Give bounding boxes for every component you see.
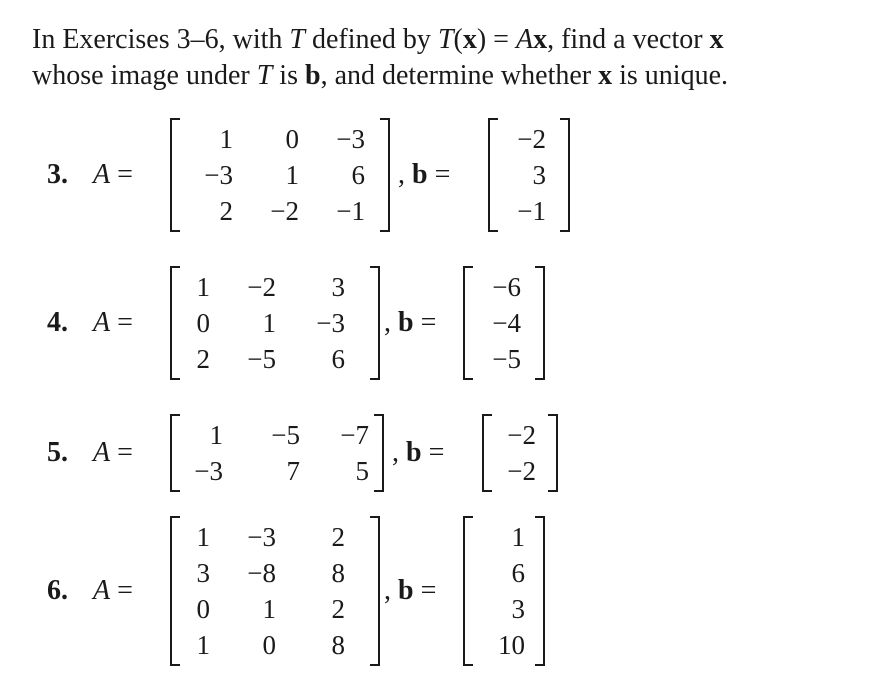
- vector-row: [463, 519, 545, 555]
- matrix-entry: −5: [271, 420, 300, 450]
- matrix-row: [170, 591, 380, 627]
- matrix-entry: 0: [196, 594, 210, 624]
- vector-entry: −2: [517, 124, 546, 154]
- exercise-number: 3.: [47, 159, 68, 190]
- vector-row: [463, 591, 545, 627]
- vector-row: [463, 555, 545, 591]
- vector-row: [482, 453, 558, 489]
- vector-entry: 10: [498, 630, 525, 660]
- vector-entry: 3: [511, 594, 525, 624]
- matrix-entry: −2: [270, 196, 299, 226]
- vector-entry: −5: [492, 344, 521, 374]
- matrix-row: [170, 519, 380, 555]
- comma: ,: [384, 575, 398, 606]
- matrix-row: [170, 555, 380, 591]
- matrix-entry: 0: [262, 630, 276, 660]
- vector-entry: −2: [507, 456, 536, 486]
- vector-b-label: [384, 308, 436, 338]
- vector-entry: 1: [511, 522, 525, 552]
- instructions-line-2: [32, 58, 882, 94]
- matrix-entry: 6: [351, 160, 365, 190]
- math-b: b: [412, 159, 428, 190]
- intro-text: whose image under: [32, 60, 257, 91]
- equals-sign: =: [110, 307, 133, 338]
- vector-b: [488, 118, 570, 232]
- vector-row: [482, 417, 558, 453]
- matrix-entry: 1: [285, 160, 299, 190]
- math-x: x: [533, 24, 548, 55]
- math-x: x: [598, 60, 613, 91]
- intro-text: ) =: [476, 24, 516, 55]
- matrix-entry: −2: [247, 272, 276, 302]
- matrix-entry: 1: [219, 124, 233, 154]
- matrix-row: [170, 269, 380, 305]
- matrix-A-label: [93, 438, 133, 468]
- matrix-A: [170, 118, 390, 232]
- matrix-A-label: [93, 308, 133, 338]
- matrix-A: [170, 266, 380, 380]
- matrix-entry: 1: [196, 522, 210, 552]
- vector-b: [463, 516, 545, 666]
- matrix-row: [170, 627, 380, 663]
- comma: ,: [398, 159, 412, 190]
- matrix-entry: −8: [247, 558, 276, 588]
- equals-sign: =: [413, 575, 437, 606]
- matrix-entry: −1: [336, 196, 365, 226]
- math-A: A: [93, 159, 111, 190]
- matrix-entry: 8: [331, 558, 345, 588]
- matrix-row: [170, 121, 390, 157]
- matrix-A: [170, 516, 380, 666]
- matrix-row: [170, 157, 390, 193]
- comma: ,: [392, 437, 406, 468]
- vector-row: [463, 341, 545, 377]
- instructions-line-1: [32, 22, 882, 58]
- math-b: b: [398, 307, 414, 338]
- vector-entry: 3: [532, 160, 546, 190]
- vector-row: [488, 157, 570, 193]
- equals-sign: =: [110, 159, 133, 190]
- matrix-entry: 1: [196, 630, 210, 660]
- vector-entry: −4: [492, 308, 521, 338]
- matrix-entry: −5: [247, 344, 276, 374]
- vector-b: [482, 414, 558, 492]
- vector-row: [488, 193, 570, 229]
- matrix-entry: −3: [247, 522, 276, 552]
- vector-row: [463, 305, 545, 341]
- equals-sign: =: [413, 307, 437, 338]
- intro-text: (: [453, 24, 463, 55]
- matrix-entry: 2: [196, 344, 210, 374]
- matrix-entry: 0: [285, 124, 299, 154]
- equals-sign: =: [110, 575, 133, 606]
- matrix-entry: 1: [262, 594, 276, 624]
- matrix-entry: 0: [196, 308, 210, 338]
- matrix-row: [170, 193, 390, 229]
- matrix-entry: −3: [316, 308, 345, 338]
- matrix-entry: 2: [219, 196, 233, 226]
- intro-text: In Exercises 3–6, with: [32, 24, 290, 55]
- intro-text: is unique.: [612, 60, 729, 91]
- equals-sign: =: [110, 437, 133, 468]
- matrix-A-label: [93, 160, 133, 190]
- vector-entry: −2: [507, 420, 536, 450]
- equals-sign: =: [427, 159, 451, 190]
- vector-entry: −1: [517, 196, 546, 226]
- vector-row: [488, 121, 570, 157]
- vector-row: [463, 269, 545, 305]
- math-x: x: [709, 24, 724, 55]
- matrix-entry: −7: [340, 420, 369, 450]
- matrix-entry: −3: [336, 124, 365, 154]
- intro-text: defined by: [304, 24, 438, 55]
- vector-row: [463, 627, 545, 663]
- matrix-entry: 3: [196, 558, 210, 588]
- matrix-entry: 1: [262, 308, 276, 338]
- math-b: b: [304, 60, 321, 91]
- vector-entry: −6: [492, 272, 521, 302]
- vector-b-label: [398, 160, 450, 190]
- matrix-row: [170, 341, 380, 377]
- matrix-entry: 8: [331, 630, 345, 660]
- comma: ,: [384, 307, 398, 338]
- vector-entry: 6: [511, 558, 525, 588]
- matrix-A-label: [93, 576, 133, 606]
- math-A: A: [515, 24, 534, 55]
- intro-text: , and determine whether: [320, 60, 599, 91]
- math-A: A: [93, 575, 111, 606]
- math-A: A: [93, 437, 111, 468]
- matrix-row: [170, 453, 384, 489]
- math-T: T: [289, 24, 305, 55]
- vector-b-label: [392, 438, 444, 468]
- matrix-entry: −3: [194, 456, 223, 486]
- math-x: x: [462, 24, 477, 55]
- vector-b: [463, 266, 545, 380]
- matrix-entry: 2: [331, 522, 345, 552]
- equals-sign: =: [421, 437, 445, 468]
- matrix-entry: −3: [204, 160, 233, 190]
- math-b: b: [406, 437, 422, 468]
- vector-b-label: [384, 576, 436, 606]
- matrix-entry: 1: [209, 420, 223, 450]
- matrix-row: [170, 417, 384, 453]
- exercise-instructions: [32, 22, 882, 94]
- exercise-number: 6.: [47, 575, 68, 606]
- matrix-entry: 3: [331, 272, 345, 302]
- exercise-number: 4.: [47, 307, 68, 338]
- math-b: b: [398, 575, 414, 606]
- matrix-entry: 7: [286, 456, 300, 486]
- intro-text: is: [272, 60, 305, 91]
- matrix-entry: 5: [355, 456, 369, 486]
- matrix-row: [170, 305, 380, 341]
- matrix-entry: 2: [331, 594, 345, 624]
- math-T: T: [256, 60, 273, 91]
- math-A: A: [93, 307, 111, 338]
- matrix-A: [170, 414, 384, 492]
- intro-text: , find a vector: [547, 24, 710, 55]
- matrix-entry: 6: [331, 344, 345, 374]
- exercise-number: 5.: [47, 437, 68, 468]
- math-T: T: [437, 24, 454, 55]
- matrix-entry: 1: [196, 272, 210, 302]
